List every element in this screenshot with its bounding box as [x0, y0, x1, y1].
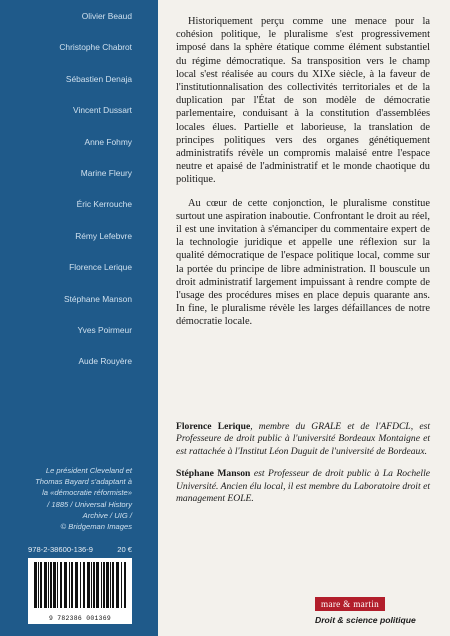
author-list: [59, 10, 132, 387]
author-name: Éric Kerrouche: [76, 199, 132, 210]
author-name: Yves Poirmeur: [77, 324, 132, 335]
caption-line: © Bridgeman Images: [60, 522, 132, 532]
caption-line: Archive / UIG /: [82, 510, 132, 520]
price: 20 €: [117, 545, 132, 554]
barcode-bar: [93, 562, 95, 608]
image-caption: [6, 465, 132, 532]
author-name: Aude Rouyère: [78, 356, 132, 367]
collection-name: Droit & science politique: [315, 615, 416, 625]
caption-line: Le président Cleveland et: [45, 466, 132, 475]
barcode-bar: [96, 562, 99, 608]
author-name: Christophe Chabrot: [59, 42, 132, 53]
barcode-bar: [64, 562, 67, 608]
bio-name: Florence Lerique: [176, 421, 251, 432]
author-name: Rémy Lefebvre: [75, 230, 132, 241]
author-name: Marine Fleury: [80, 167, 132, 178]
barcode-bar: [53, 562, 56, 608]
barcode-bar: [101, 562, 102, 608]
caption-line: la «démocratie réformiste»: [42, 488, 132, 498]
author-name: Sébastien Denaja: [65, 73, 132, 84]
barcode-bar: [38, 562, 39, 608]
author-name: Vincent Dussart: [73, 105, 132, 116]
barcode-bar: [34, 562, 37, 608]
barcode-bars: [28, 558, 132, 612]
barcode-bar: [112, 562, 114, 608]
barcode-bar: [83, 562, 85, 608]
bio-name: Stéphane Manson: [176, 468, 251, 480]
author-bio: [176, 421, 430, 458]
summary-paragraph: Au cœur de cette conjonction, le pluralisme constitue surtout une aspiration inaboutie. Confrontant le droit au réel, il est une invitation à s'émanciper du commentaire expert de la technologie juridique et appelle une réflexion sur la qualité démocratique de l'espace politique local, comme sur la portée du principe de libre administration. Il bouscule un droit administratif largement impuissant à rendre compte de l'usage des procédures mises en place depuis quarante ans. In fine, le pluralisme révèle les larges défaillances de notre démocratie locale.: [176, 197, 430, 328]
barcode-bar: [71, 562, 73, 608]
barcode-bar: [110, 562, 111, 608]
author-bio: [176, 468, 430, 505]
publisher-block: [315, 594, 433, 625]
barcode-bar: [48, 562, 49, 608]
barcode-bar: [44, 562, 47, 608]
barcode-bar: [50, 562, 52, 608]
barcode-bar: [87, 562, 90, 608]
caption-line: / 1885 / Universal History: [47, 499, 132, 509]
barcode-bar: [80, 562, 81, 608]
barcode-bar: [106, 562, 109, 608]
publisher-logo: mare & martin: [315, 597, 385, 611]
bio-text: est Professeur de droit public à La Rochelle Université. Ancien élu local, il est membre du Laboratoire droit et management EOLE.: [176, 468, 430, 505]
author-name: Florence Lerique: [69, 262, 132, 273]
bio-text: , membre du GRALE et de l'AFDCL, est Professeure de droit public à l'université Bordeaux Montaigne et est rattachée à l'Institut Léon Duguit de l'université de Bordeaux.: [176, 421, 430, 457]
caption-line: Thomas Bayard s'adaptant à: [35, 477, 132, 487]
barcode-bar: [116, 562, 119, 608]
barcode-digits: 9 782386 001369: [48, 615, 112, 622]
barcode-bar: [124, 562, 126, 608]
author-name: Stéphane Manson: [64, 293, 132, 304]
barcode-bar: [75, 562, 78, 608]
barcode-bar: [40, 562, 42, 608]
isbn: 978-2-38600-136-9: [28, 545, 94, 554]
author-name: Anne Fohmy: [84, 136, 132, 147]
isbn-price-line: [28, 545, 132, 554]
barcode-bar: [121, 562, 122, 608]
barcode-bar: [57, 562, 58, 608]
summary-paragraph: Historiquement perçu comme une menace pour la cohésion politique, le pluralisme s'est progressivement imposé dans la sphère étatique comme élément substantiel du régime démocratique. Sa transposition vers le champ local s'est réalisée au cours du XIXe siècle, à la faveur de l'institutionnalisation des collectivités territoriales et de la duplication par l'État de son modèle de démocratie parlementaire, conduisant à la constitution d'assemblées locales élues. Partielle et laborieuse, la translation de principes politiques vers des organes génétiquement administratifs révèle un compromis malaisé entre l'espace neutre et apaisé de l'administratif et le monde chaotique du politique.: [176, 16, 430, 186]
author-bios: [176, 421, 430, 515]
barcode-bar: [69, 562, 70, 608]
sidebar: [0, 0, 158, 636]
barcode-bar: [103, 562, 105, 608]
barcode-bar: [60, 562, 62, 608]
barcode-bar: [91, 562, 92, 608]
summary-text: [176, 15, 430, 339]
author-name: Olivier Beaud: [81, 11, 132, 21]
barcode: [28, 558, 132, 624]
